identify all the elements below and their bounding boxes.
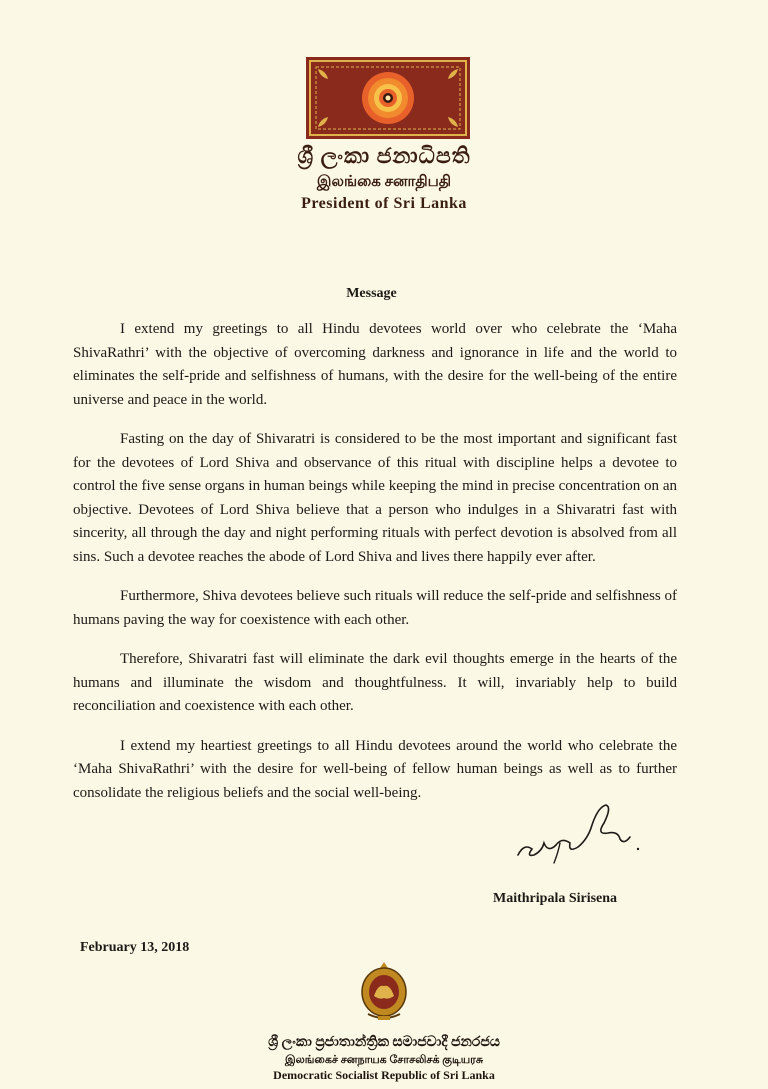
- footer-english: Democratic Socialist Republic of Sri Lanka: [273, 1068, 495, 1082]
- national-crest: [358, 960, 410, 1022]
- footer-tamil: இலங்கைச் சனநாயக சோசலிசக் குடியரசு: [284, 1054, 484, 1066]
- message-body: [73, 318, 677, 821]
- letterhead-sinhala: ශ්‍රී ලංකා ජනාධිපති: [297, 143, 471, 168]
- message-paragraph: Furthermore, Shiva devotees believe such rituals will reduce the self-pride and selfishness of humans paving the way for coexistence with each other.: [73, 588, 677, 628]
- letterhead-title: President of Sri Lanka: [301, 195, 467, 212]
- message-paragraph: I extend my heartiest greetings to all Hindu devotees around the world who celebrate the ‘Maha ShivaRathri’ with the desire for well-being of fellow human beings as well as to further consolidate the religious beliefs and the social well-being.: [73, 737, 677, 801]
- presidential-flag-emblem: [306, 57, 470, 139]
- signature: [512, 795, 642, 865]
- letter-date: February 13, 2018: [80, 940, 190, 955]
- signer-name: Maithripala Sirisena: [493, 891, 618, 906]
- letterhead-tamil: இலங்கை சனாதிபதி: [316, 174, 452, 190]
- footer-sinhala: ශ්‍රී ලංකා ප්‍රජාතාන්ත්‍රික සමාජවාදී ජනරජය: [268, 1035, 500, 1050]
- message-paragraph: Fasting on the day of Shivaratri is considered to be the most important and significant fast for the devotees of Lord Shiva and observance of this ritual with discipline helps a devotee to control the five sense organs in human beings while keeping the mind in precise concentration on an objective. Devotees of Lord Shiva believe that a person who indulges in a Shivaratri fast with sincerity, all through the day and night performing rituals with perfect devotion is absolved from all sins. Such a devotee reaches the abode of Lord Shiva and lives there happily ever after.: [73, 431, 677, 565]
- message-paragraph: I extend my greetings to all Hindu devotees world over who celebrate the ‘Maha ShivaRathri’ with the objective of overcoming darkness and ignorance in life and the world to eliminates the self-pride and selfishness of humans, with the desire for the well-being of the entire universe and peace in the world.: [73, 321, 677, 408]
- message-heading: Message: [346, 286, 397, 301]
- message-paragraph: Therefore, Shivaratri fast will eliminate the dark evil thoughts emerge in the hearts of the humans and illuminate the wisdom and thoughtfulness. It will, invariably help to build reconciliation and coexistence with each other.: [73, 651, 677, 714]
